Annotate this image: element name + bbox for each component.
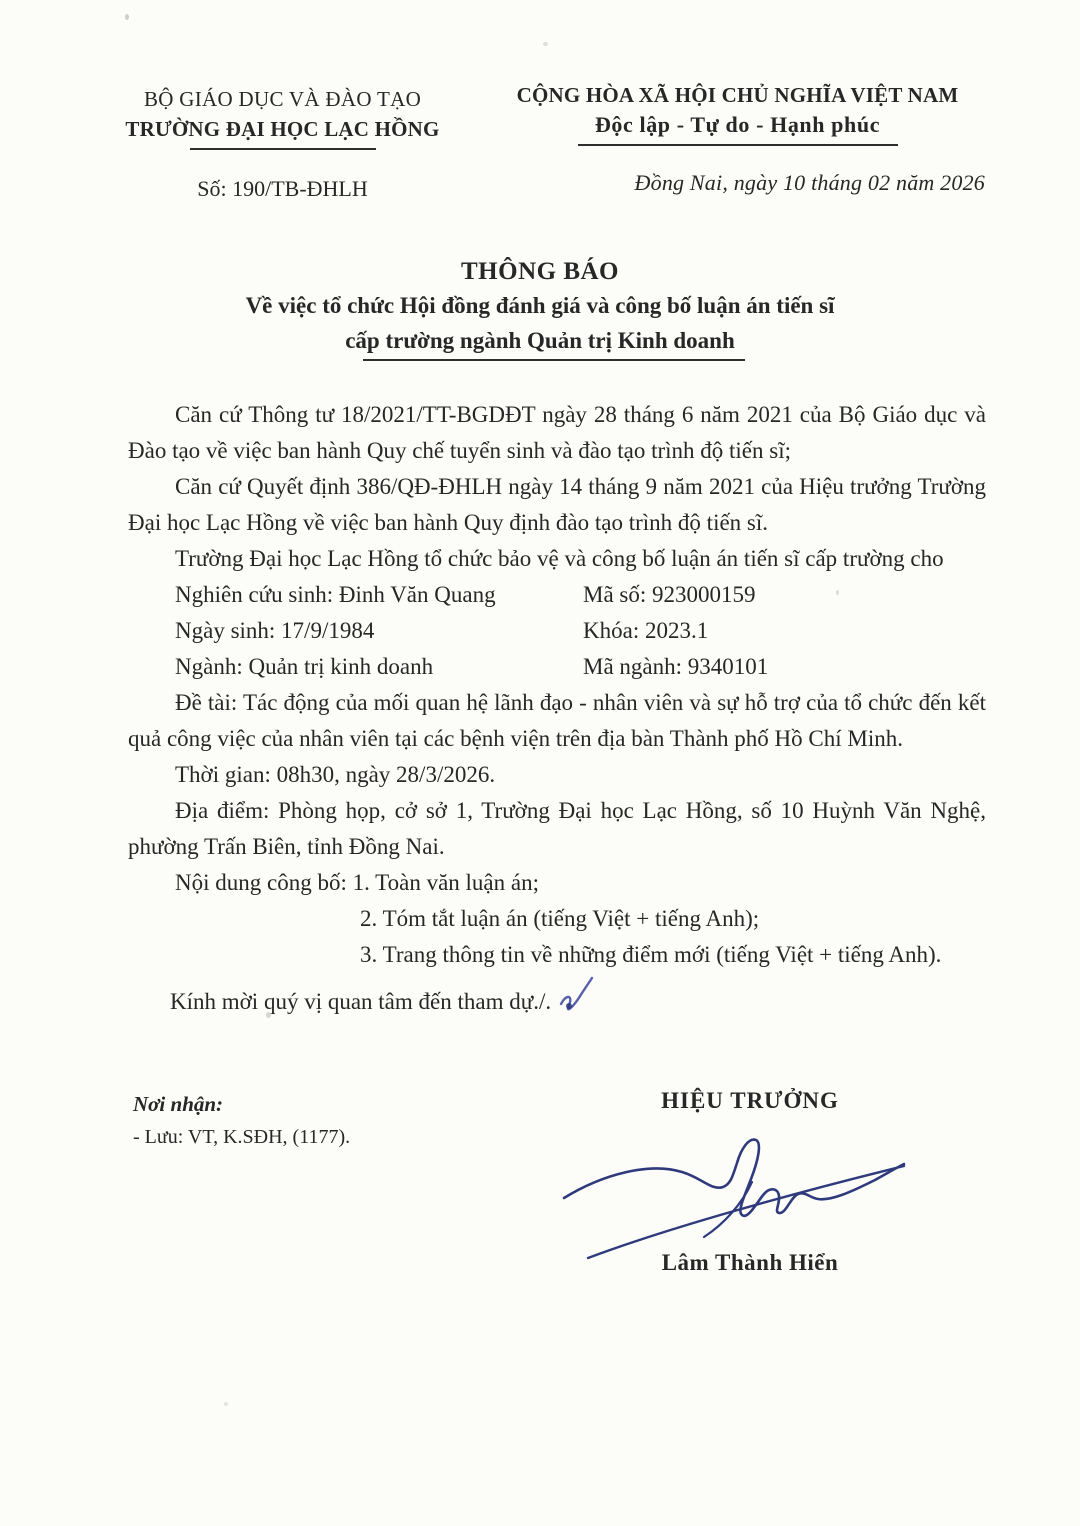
published-content-item3: 3. Trang thông tin về những điểm mới (tiếng Việt + tiếng Anh).: [360, 942, 942, 967]
signature-icon: [558, 1134, 910, 1262]
signer-name: Lâm Thành Hiển: [661, 1250, 839, 1275]
info-row-birthdate: [128, 613, 986, 649]
info-row-major: [128, 649, 986, 685]
scan-speck: [125, 14, 129, 20]
scan-speck: [543, 42, 548, 46]
title-underline: [363, 359, 745, 361]
scan-speck: [836, 590, 839, 595]
place-date-line: Đồng Nai, ngày 10 tháng 02 năm 2026: [634, 170, 985, 195]
university-name: TRƯỜNG ĐẠI HỌC LẠC HỒNG: [125, 117, 440, 141]
closing-text: Kính mời quý vị quan tâm đến tham dự./.: [170, 989, 552, 1014]
recipients-block: [133, 1090, 350, 1151]
handwritten-check-icon: [556, 973, 598, 1021]
time-line: Thời gian: 08h30, ngày 28/3/2026.: [175, 762, 496, 787]
motto-underline: [578, 144, 898, 146]
issuing-org-block: [100, 84, 465, 204]
candidate-name: Nghiên cứu sinh: Đinh Văn Quang: [175, 582, 496, 607]
document-number: Số: 190/TB-ĐHLH: [197, 176, 368, 201]
major-code: Mã ngành: 9340101: [583, 654, 769, 679]
cohort: Khóa: 2023.1: [583, 618, 709, 643]
document-subtitle-line1: Về việc tổ chức Hội đồng đánh giá và công bố luận án tiến sĩ: [245, 293, 835, 318]
info-row-candidate: [128, 577, 986, 613]
published-content-item2: 2. Tóm tắt luận án (tiếng Việt + tiếng Anh);: [360, 906, 760, 931]
document-heading: THÔNG BÁO: [461, 258, 619, 285]
document-body: [128, 397, 986, 1021]
thesis-topic-paragraph: Đề tài: Tác động của mối quan hệ lãnh đạo - nhân viên và sự hỗ trợ của tổ chức đến kết quả công việc của nhân viên tại các bệnh viện trên địa bàn Thành phố Hồ Chí Minh.: [128, 690, 986, 751]
document-subtitle-line2: cấp trường ngành Quản trị Kinh doanh: [345, 328, 735, 353]
national-header-block: [480, 80, 995, 198]
major: Ngành: Quản trị kinh doanh: [175, 654, 434, 679]
document-title-block: [0, 256, 1080, 361]
legal-basis-paragraph-2: Căn cứ Quyết định 386/QĐ-ĐHLH ngày 14 tháng 9 năm 2021 của Hiệu trưởng Trường Đại học Lạc Hồng về việc ban hành Quy định đào tạo trình độ tiến sĩ.: [128, 474, 986, 535]
published-content-line1: Nội dung công bố: 1. Toàn văn luận án;: [175, 870, 539, 895]
org-underline: [190, 148, 376, 150]
announcement-paragraph: Trường Đại học Lạc Hồng tổ chức bảo vệ và công bố luận án tiến sĩ cấp trường cho: [175, 546, 944, 571]
closing-line: [128, 973, 986, 1021]
location-paragraph: Địa điểm: Phòng họp, cở sở 1, Trường Đại học Lạc Hồng, số 10 Huỳnh Văn Nghệ, phường Trấn Biên, tỉnh Đồng Nai.: [128, 798, 986, 859]
legal-basis-paragraph-1: Căn cứ Thông tư 18/2021/TT-BGDĐT ngày 28 tháng 6 năm 2021 của Bộ Giáo dục và Đào tạo về việc ban hành Quy chế tuyển sinh và đào tạo trình độ tiến sĩ;: [128, 402, 986, 463]
scan-speck: [224, 1402, 228, 1406]
scan-speck: [266, 1012, 271, 1018]
national-motto: Độc lập - Tự do - Hạnh phúc: [594, 112, 881, 137]
ministry-name: BỘ GIÁO DỤC VÀ ĐÀO TẠO: [143, 87, 422, 111]
recipients-line: - Lưu: VT, K.SĐH, (1177).: [133, 1126, 351, 1148]
candidate-id: Mã số: 923000159: [583, 582, 756, 607]
birth-date: Ngày sinh: 17/9/1984: [175, 618, 375, 643]
recipients-label: Nơi nhận:: [133, 1092, 224, 1116]
national-title: CỘNG HÒA XÃ HỘI CHỦ NGHĨA VIỆT NAM: [516, 83, 959, 107]
signer-title: HIỆU TRƯỞNG: [661, 1088, 839, 1113]
